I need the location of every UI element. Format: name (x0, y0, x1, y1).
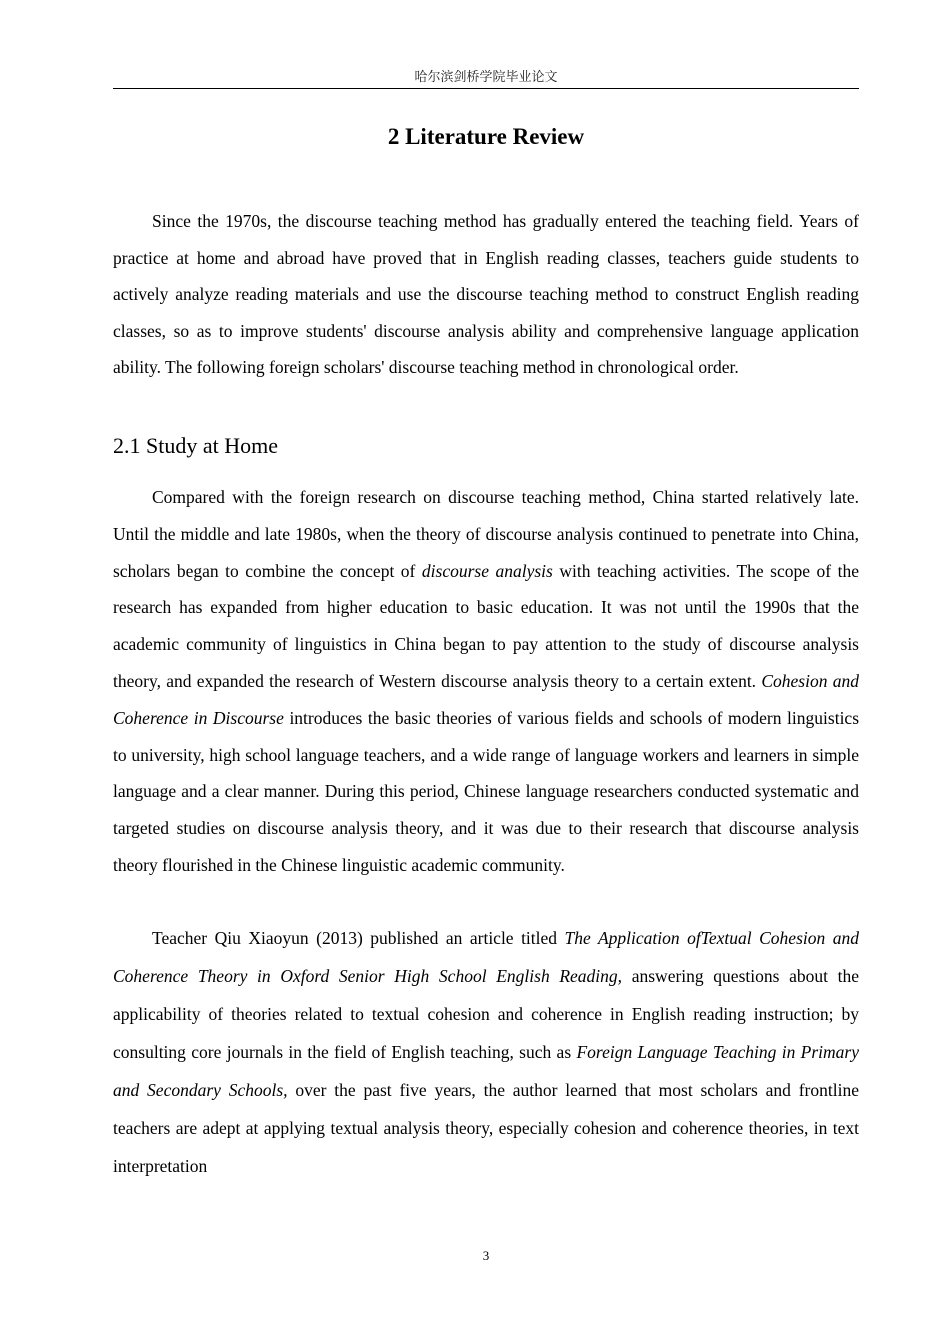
paragraph-3-italic-1: The Application ofTextual Cohesion and Coherence Theory in Oxford Senior High School English Reading, (113, 928, 859, 986)
paragraph-2 (113, 479, 859, 884)
paragraph-2-italic-1: discourse analysis (421, 560, 553, 581)
paragraph-3-text-1: Teacher Qiu Xiaoyun (2013) published an article titled (152, 928, 565, 948)
paragraph-3-text-3: over the past five years, the author learned that most scholars and frontline teachers are adept at applying textual analysis theory, especially cohesion and coherence theories, in text interpretation (113, 1080, 859, 1176)
section-title: 2.1 Study at Home (113, 433, 278, 458)
paragraph-2-italic-2: Cohesion and Coherence in Discourse (113, 670, 859, 728)
paragraph-2-text-2: with teaching activities. The scope of the research has expanded from higher education to basic education. It was not until the 1990s that the academic community of linguistics in China began to pay attention to the study of discourse analysis theory, and expanded the research of Western discourse analysis theory to a certain extent. (113, 560, 859, 691)
paragraph-1-text: Since the 1970s, the discourse teaching method has gradually entered the teaching field. Years of practice at home and abroad have proved that in English reading classes, teachers guide students to actively analyze reading materials and use the discourse teaching method to construct English reading classes, so as to improve students' discourse analysis ability and comprehensive language application ability. The following foreign scholars' discourse teaching method in chronological order. (113, 211, 859, 378)
paragraph-3-italic-2: Foreign Language Teaching in Primary and Secondary Schools, (113, 1042, 859, 1100)
page-number: 3 (482, 1248, 490, 1263)
running-header: 哈尔滨剑桥学院毕业论文 (414, 69, 558, 84)
paragraph-2-text-3: introduces the basic theories of various fields and schools of modern linguistics to university, high school language teachers, and a wide range of language workers and learners in simple language and a clear manner. During this period, Chinese language researchers conducted systematic and targeted studies on discourse analysis theory, and it was due to their research that discourse analysis theory flourished in the Chinese linguistic academic community. (113, 707, 860, 875)
header-rule (113, 88, 859, 89)
paragraph-2-text-1: Compared with the foreign research on discourse teaching method, China started relatively late. Until the middle and late 1980s, when the theory of discourse analysis continued to penetrate into China, scholars began to combine the concept of (113, 487, 859, 581)
chapter-title: 2 Literature Review (387, 124, 585, 149)
paragraph-1 (113, 203, 859, 386)
paragraph-3-text-2: answering questions about the applicability of theories related to textual cohesion and coherence in English reading instruction; by consulting core journals in the field of English teaching, such as (113, 966, 860, 1062)
paragraph-3 (113, 919, 859, 1185)
